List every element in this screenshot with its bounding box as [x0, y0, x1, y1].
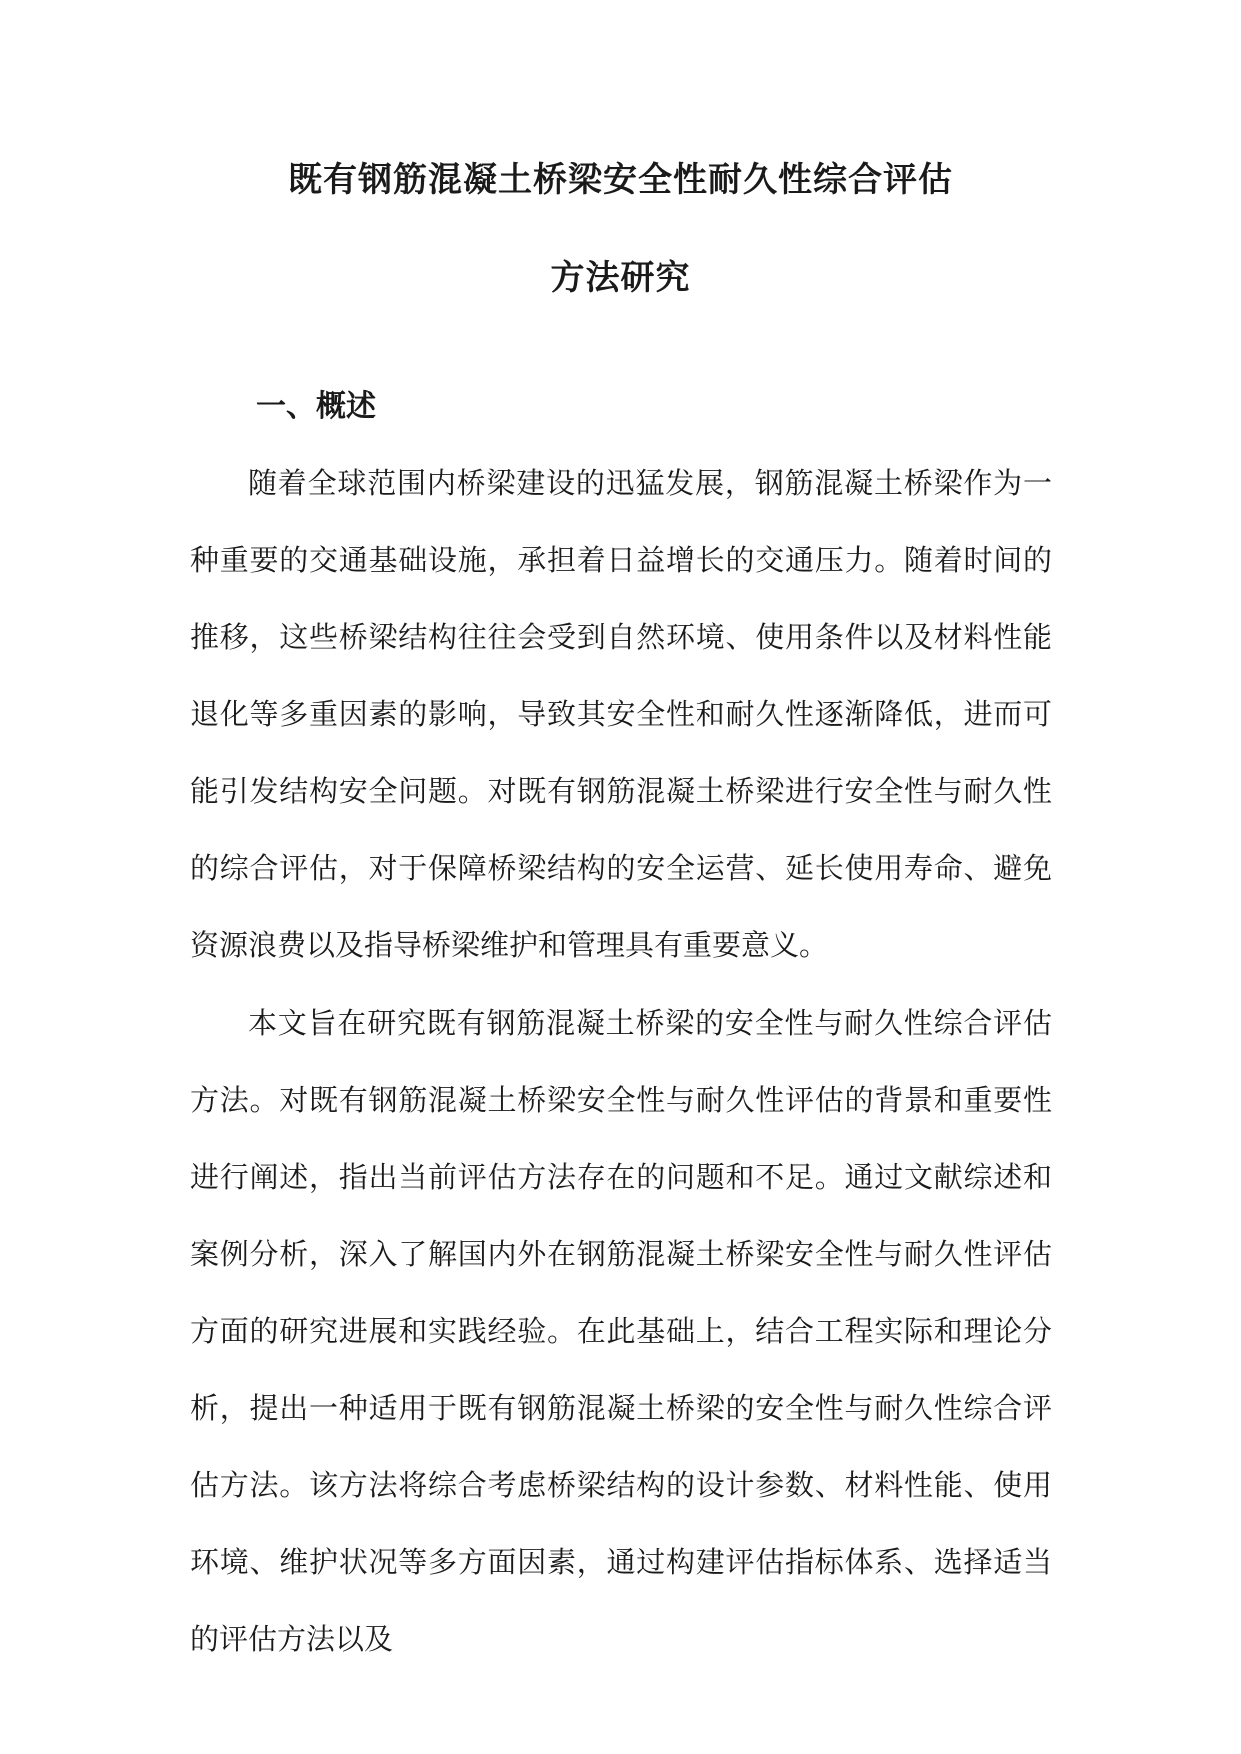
body-paragraph-1: 随着全球范围内桥梁建设的迅猛发展，钢筋混凝土桥梁作为一种重要的交通基础设施，承担着日益增长的交通压力。随着时间的推移，这些桥梁结构往往会受到自然环境、使用条件以及材料性能退化等多重因素的影响，导致其安全性和耐久性逐渐降低，进而可能引发结构安全问题。对既有钢筋混凝土桥梁进行安全性与耐久性的综合评估，对于保障桥梁结构的安全运营、延长使用寿命、避免资源浪费以及指导桥梁维护和管理具有重要意义。: [190, 466, 1052, 962]
document-title-line-2: 方法研究: [550, 258, 691, 298]
body-paragraph-2: 本文旨在研究既有钢筋混凝土桥梁的安全性与耐久性综合评估方法。对既有钢筋混凝土桥梁安全性与耐久性评估的背景和重要性进行阐述，指出当前评估方法存在的问题和不足。通过文献综述和案例分析，深入了解国内外在钢筋混凝土桥梁安全性与耐久性评估方面的研究进展和实践经验。在此基础上，结合工程实际和理论分析，提出一种适用于既有钢筋混凝土桥梁的安全性与耐久性综合评估方法。该方法将综合考虑桥梁结构的设计参数、材料性能、使用环境、维护状况等多方面因素，通过构建评估指标体系、选择适当的评估方法以及: [190, 1006, 1052, 1656]
section-heading-overview: 一、概述: [256, 389, 376, 424]
document-title-line-1: 既有钢筋混凝土桥梁安全性耐久性综合评估: [288, 160, 953, 200]
